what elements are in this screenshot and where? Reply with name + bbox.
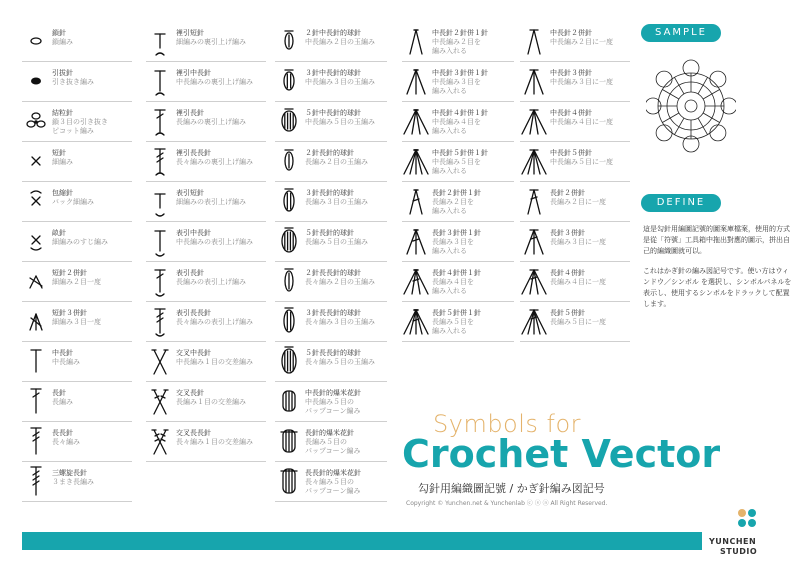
- crossed-tr-icon: [146, 424, 174, 458]
- symbol-name: 中長針５針併１針: [432, 149, 488, 157]
- symbol-entry: [520, 22, 630, 62]
- symbol-entry: [275, 422, 387, 462]
- sample-doily-icon: [646, 48, 736, 176]
- symbol-name: ２針長長針的球針: [305, 269, 361, 277]
- sc2tog-icon: [22, 264, 50, 298]
- dc-3-in-1-icon: [402, 224, 430, 258]
- define-label: DEFINE: [641, 194, 721, 212]
- dc-4-in-1-icon: [402, 264, 430, 298]
- symbol-description: 中長編み５目に一度: [550, 158, 613, 166]
- symbol-name: 中長針: [52, 349, 73, 357]
- symbol-name: 中長針２針併１針: [432, 29, 488, 37]
- symbol-description: 長編み: [52, 398, 73, 406]
- symbol-description: 中長編み５目を 編み入れる: [432, 158, 481, 175]
- define-text-jp: これはかぎ針の編み図記号です。使い方はウィンドウ／シンボル を選択し、シンボルパネルを表示し、使用するシンボルをドラックして配置します。: [643, 267, 792, 308]
- symbol-name: 表引短針: [176, 189, 204, 197]
- triple-treble-icon: [22, 464, 50, 498]
- treble-crochet-icon: [22, 424, 50, 458]
- symbol-description: 中長編み２目を 編み入れる: [432, 38, 481, 55]
- symbol-entry: [520, 302, 630, 342]
- symbol-entry: [146, 262, 266, 302]
- symbol-name: ５針中長針的球針: [305, 109, 361, 117]
- symbol-entry: [275, 182, 387, 222]
- symbol-name: 長針３針併１針: [432, 229, 481, 237]
- define-description: [643, 224, 793, 319]
- symbol-entry: [402, 62, 514, 102]
- symbol-description: 細編み３目一度: [52, 318, 101, 326]
- symbol-entry: [275, 102, 387, 142]
- dc-5-in-1-icon: [402, 304, 430, 338]
- back-post-dc-icon: [146, 104, 174, 138]
- symbol-column-5: [520, 22, 630, 342]
- dc2tog-icon: [520, 184, 548, 218]
- double-crochet-icon: [22, 384, 50, 418]
- brand-name: YUNCHEN: [709, 537, 757, 546]
- chain-stitch-icon: [22, 24, 50, 58]
- symbol-name: 長針: [52, 389, 66, 397]
- symbol-description: 長々編み５目の玉編み: [305, 358, 375, 366]
- symbol-name: 長針２針併１針: [432, 189, 481, 197]
- symbol-name: 鎖針: [52, 29, 66, 37]
- hdc-2-in-1-icon: [402, 24, 430, 58]
- symbol-name: 畝針: [52, 229, 66, 237]
- symbol-description: 細編みの表引上げ編み: [176, 198, 246, 206]
- symbol-entry: [275, 22, 387, 62]
- dc3-bobble-icon: [275, 184, 303, 218]
- symbol-entry: [22, 262, 132, 302]
- symbol-description: 中長編み４目に一度: [550, 118, 613, 126]
- hdc4tog-icon: [520, 104, 548, 138]
- symbol-description: 鎖編み: [52, 38, 73, 46]
- symbol-name: 中長針的爆米花針: [305, 389, 361, 397]
- symbol-description: 長編み５目を 編み入れる: [432, 318, 474, 335]
- symbol-entry: [22, 22, 132, 62]
- symbol-description: 長編み４目を 編み入れる: [432, 278, 474, 295]
- hdc5-bobble-icon: [275, 104, 303, 138]
- dc5-bobble-icon: [275, 224, 303, 258]
- dc4tog-icon: [520, 264, 548, 298]
- symbol-name: 中長針３針併１針: [432, 69, 488, 77]
- symbol-column-2: [146, 22, 266, 462]
- symbol-entry: [146, 142, 266, 182]
- symbol-description: 中長編み: [52, 358, 80, 366]
- symbol-description: ３まき長編み: [52, 478, 94, 486]
- symbol-name: 交叉中長針: [176, 349, 211, 357]
- symbol-entry: [275, 222, 387, 262]
- symbol-description: 長編み２目の玉編み: [305, 158, 368, 166]
- symbol-entry: [22, 382, 132, 422]
- symbol-entry: [146, 382, 266, 422]
- symbol-description: 中長編み３目に一度: [550, 78, 613, 86]
- symbol-name: 長針５針併１針: [432, 309, 481, 317]
- symbol-entry: [22, 222, 132, 262]
- back-loop-single-crochet-icon: [22, 224, 50, 258]
- symbol-entry: [402, 142, 514, 182]
- symbol-entry: [275, 462, 387, 502]
- front-post-sc-icon: [146, 184, 174, 218]
- symbol-entry: [146, 102, 266, 142]
- symbol-description: 中長編み３目の玉編み: [305, 78, 375, 86]
- symbol-name: 中長針４針併１針: [432, 109, 488, 117]
- title-small: Symbols for: [433, 410, 582, 438]
- symbol-description: 中長編み３目を 編み入れる: [432, 78, 481, 95]
- symbol-name: ５針長長針的球針: [305, 349, 361, 357]
- symbol-name: 長長針: [52, 429, 73, 437]
- symbol-entry: [402, 262, 514, 302]
- symbol-name: 引拔針: [52, 69, 73, 77]
- symbol-description: 中長編みの裏引上げ編み: [176, 78, 253, 86]
- define-text-cn: 這是勾針用編圖記號的圖案庫檔案，使用的方式是從「符號」工具箱中拖出對應的圖示，拼出自己的編織圖就可以。: [643, 225, 790, 255]
- symbol-description: 細編みのすじ編み: [52, 238, 108, 246]
- symbol-entry: [275, 382, 387, 422]
- symbol-description: 長々編みの裏引上げ編み: [176, 158, 253, 166]
- front-post-tr-icon: [146, 304, 174, 338]
- symbol-description: 長編み３目に一度: [550, 238, 606, 246]
- symbol-description: 中長編み２目に一度: [550, 38, 613, 46]
- bottom-accent-bar: [22, 532, 702, 550]
- symbol-name: 結粒針: [52, 109, 73, 117]
- symbol-description: 長々編み１目の交差編み: [176, 438, 253, 446]
- hdc2tog-icon: [520, 24, 548, 58]
- sc3tog-icon: [22, 304, 50, 338]
- symbol-entry: [402, 102, 514, 142]
- symbol-entry: [22, 342, 132, 382]
- symbol-description: 長編み２目に一度: [550, 198, 606, 206]
- symbol-description: 中長編み５目の パップコーン編み: [305, 398, 361, 415]
- symbol-entry: [22, 62, 132, 102]
- symbol-entry: [146, 342, 266, 382]
- symbol-entry: [402, 182, 514, 222]
- slip-stitch-icon: [22, 64, 50, 98]
- symbol-name: ２針長針的球針: [305, 149, 354, 157]
- symbol-name: 短針: [52, 149, 66, 157]
- symbol-entry: [22, 182, 132, 222]
- symbol-entry: [22, 422, 132, 462]
- hdc3tog-icon: [520, 64, 548, 98]
- symbol-name: 長針３併針: [550, 229, 585, 237]
- symbol-name: 包縮針: [52, 189, 73, 197]
- symbol-entry: [402, 222, 514, 262]
- symbol-name: 長長針的爆米花針: [305, 469, 361, 477]
- symbol-name: 裡引中長針: [176, 69, 211, 77]
- symbol-entry: [520, 142, 630, 182]
- page-title: Crochet Vector: [402, 432, 721, 476]
- symbol-name: 中長針５併針: [550, 149, 592, 157]
- dc-2-in-1-icon: [402, 184, 430, 218]
- symbol-name: ２針中長針的球針: [305, 29, 361, 37]
- symbol-name: 裡引長長針: [176, 149, 211, 157]
- symbol-entry: [402, 302, 514, 342]
- symbol-entry: [275, 62, 387, 102]
- symbol-description: 長編み３目の玉編み: [305, 198, 368, 206]
- symbol-name: 長針的爆米花針: [305, 429, 354, 437]
- symbol-description: 長編み４目に一度: [550, 278, 606, 286]
- hdc-5-in-1-icon: [402, 144, 430, 178]
- copyright-notice: Copyright © Yunchen.net & Yunchenlab ⓒ ⓢ ⓐ All Right Reserved.: [406, 500, 608, 507]
- hdc3-bobble-icon: [275, 64, 303, 98]
- symbol-entry: [520, 102, 630, 142]
- symbol-description: 長々編み５目の パップコーン編み: [305, 478, 361, 495]
- symbol-name: ５針長針的球針: [305, 229, 354, 237]
- reverse-single-crochet-icon: [22, 184, 50, 218]
- back-post-tr-icon: [146, 144, 174, 178]
- dc-popcorn-icon: [275, 424, 303, 458]
- symbol-description: 中長編み５目の玉編み: [305, 118, 375, 126]
- hdc-popcorn-icon: [275, 384, 303, 418]
- symbol-entry: [520, 182, 630, 222]
- front-post-hdc-icon: [146, 224, 174, 258]
- symbol-description: 長々編み: [52, 438, 80, 446]
- symbol-description: 中長編みの表引上げ編み: [176, 238, 253, 246]
- symbol-entry: [146, 302, 266, 342]
- symbol-description: 長編み２目を 編み入れる: [432, 198, 474, 215]
- symbol-entry: [275, 262, 387, 302]
- symbol-entry: [146, 222, 266, 262]
- symbol-description: 中長編み４目を 編み入れる: [432, 118, 481, 135]
- symbol-description: 長々編み２目の玉編み: [305, 278, 375, 286]
- subtitle: 勾針用編織圖記號 / かぎ針編み図記号: [418, 482, 605, 495]
- symbol-name: 中長針４併針: [550, 109, 592, 117]
- symbol-entry: [520, 62, 630, 102]
- hdc-3-in-1-icon: [402, 64, 430, 98]
- symbol-name: 表引長長針: [176, 309, 211, 317]
- symbol-description: 中長編み２目の玉編み: [305, 38, 375, 46]
- symbol-description: 細編み: [52, 158, 73, 166]
- symbol-entry: [22, 142, 132, 182]
- symbol-description: 長編みの裏引上げ編み: [176, 118, 246, 126]
- picot-icon: [22, 104, 50, 138]
- hdc5tog-icon: [520, 144, 548, 178]
- single-crochet-icon: [22, 144, 50, 178]
- symbol-name: 交叉長長針: [176, 429, 211, 437]
- symbol-description: 長編みの表引上げ編み: [176, 278, 246, 286]
- symbol-description: 細編み２目一度: [52, 278, 101, 286]
- symbol-description: 長々編み３目の玉編み: [305, 318, 375, 326]
- hdc2-bobble-icon: [275, 24, 303, 58]
- symbol-description: 鎖３目の引き抜き ピコット編み: [52, 118, 108, 135]
- tr5-bobble-icon: [275, 344, 303, 378]
- symbol-description: 長編み３目を 編み入れる: [432, 238, 474, 255]
- symbol-name: 短針３併針: [52, 309, 87, 317]
- symbol-name: ３針長長針的球針: [305, 309, 361, 317]
- dc3tog-icon: [520, 224, 548, 258]
- symbol-column-3: [275, 22, 387, 502]
- symbol-column-1: [22, 22, 132, 502]
- tr-popcorn-icon: [275, 464, 303, 498]
- hdc-4-in-1-icon: [402, 104, 430, 138]
- symbol-description: 引き抜き編み: [52, 78, 94, 86]
- symbol-description: 中長編み１目の交差編み: [176, 358, 253, 366]
- symbol-name: 長針５併針: [550, 309, 585, 317]
- symbol-description: 長編み１目の交差編み: [176, 398, 246, 406]
- tr2-bobble-icon: [275, 264, 303, 298]
- symbol-entry: [275, 342, 387, 382]
- symbol-name: 三螺旋長針: [52, 469, 87, 477]
- symbol-name: 中長針２併針: [550, 29, 592, 37]
- sample-label: SAMPLE: [641, 24, 721, 42]
- symbol-entry: [520, 222, 630, 262]
- symbol-entry: [275, 302, 387, 342]
- symbol-entry: [22, 462, 132, 502]
- symbol-entry: [22, 302, 132, 342]
- symbol-name: 中長針３併針: [550, 69, 592, 77]
- symbol-name: 長針２併針: [550, 189, 585, 197]
- back-post-hdc-icon: [146, 64, 174, 98]
- symbol-name: 長針４針併１針: [432, 269, 481, 277]
- symbol-entry: [275, 142, 387, 182]
- tr3-bobble-icon: [275, 304, 303, 338]
- symbol-entry: [520, 262, 630, 302]
- crossed-dc-icon: [146, 384, 174, 418]
- symbol-name: ３針中長針的球針: [305, 69, 361, 77]
- symbol-description: バック細編み: [52, 198, 94, 206]
- half-double-crochet-icon: [22, 344, 50, 378]
- symbol-entry: [146, 182, 266, 222]
- symbol-description: 長々編みの表引上げ編み: [176, 318, 253, 326]
- dc2-bobble-icon: [275, 144, 303, 178]
- symbol-description: 長編み５目の玉編み: [305, 238, 368, 246]
- symbol-name: 表引中長針: [176, 229, 211, 237]
- symbol-description: 長編み５目に一度: [550, 318, 606, 326]
- back-post-sc-icon: [146, 24, 174, 58]
- symbol-entry: [22, 102, 132, 142]
- symbol-description: 長編み５目の パップコーン編み: [305, 438, 361, 455]
- symbol-name: 裡引短針: [176, 29, 204, 37]
- symbol-name: 表引長針: [176, 269, 204, 277]
- symbol-entry: [146, 422, 266, 462]
- symbol-name: ３針長針的球針: [305, 189, 354, 197]
- symbol-column-4: [402, 22, 514, 342]
- symbol-name: 交叉長針: [176, 389, 204, 397]
- symbol-entry: [146, 62, 266, 102]
- front-post-dc-icon: [146, 264, 174, 298]
- symbol-entry: [402, 22, 514, 62]
- symbol-name: 長針４併針: [550, 269, 585, 277]
- brand-subname: STUDIO: [720, 547, 758, 556]
- symbol-entry: [146, 22, 266, 62]
- symbol-name: 短針２併針: [52, 269, 87, 277]
- dc5tog-icon: [520, 304, 548, 338]
- symbol-name: 裡引長針: [176, 109, 204, 117]
- symbol-description: 細編みの裏引上げ編み: [176, 38, 246, 46]
- crossed-hdc-icon: [146, 344, 174, 378]
